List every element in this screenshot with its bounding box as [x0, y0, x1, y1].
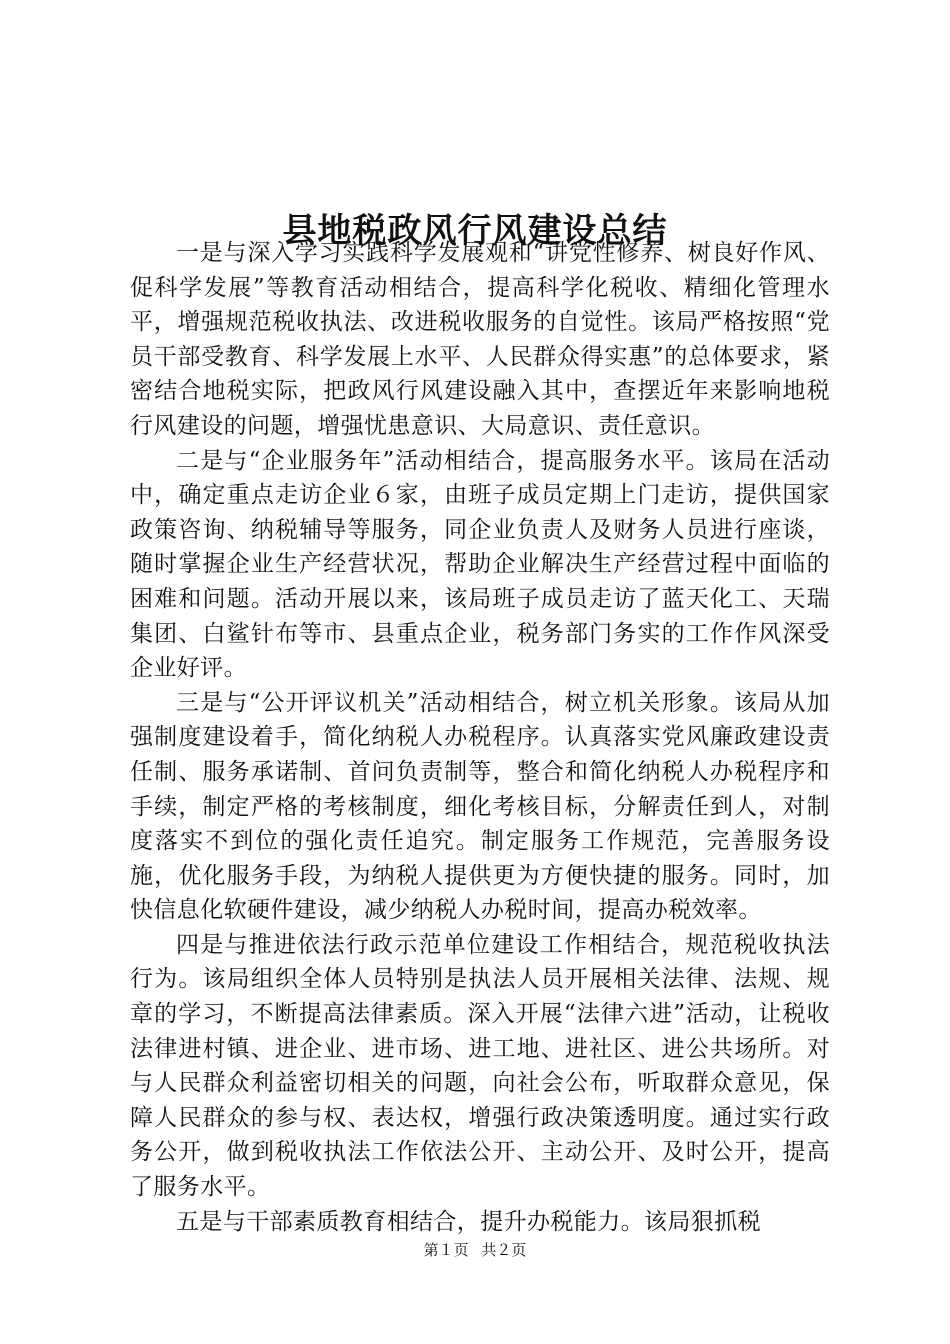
paragraph-1: 一是与深入学习实践科学发展观和“讲党性修养、树良好作风、促科学发展”等教育活动相结合，提高科学化税收、精细化管理水平，增强规范税收执法、改进税收服务的自觉性。该局严格按照“党员干部受教育、科学发展上水平、人民群众得实惠”的总体要求，紧密结合地税实际，把政风行风建设融入其中，查摆近年来影响地税行风建设的问题，增强忧患意识、大局意识、责任意识。: [130, 240, 830, 439]
paragraph-4: 四是与推进依法行政示范单位建设工作相结合，规范税收执法行为。该局组织全体人员特别是执法人员开展相关法律、法规、规章的学习，不断提高法律素质。深入开展“法律六进”活动，让税收法律进村镇、进企业、进市场、进工地、进社区、进公共场所。对与人民群众利益密切相关的问题，向社会公布，听取群众意见，保障人民群众的参与权、表达权，增强行政决策透明度。通过实行政务公开，做到税收执法工作依法公开、主动公开、及时公开，提高了服务水平。: [130, 931, 830, 1201]
paragraph-2: 二是与“企业服务年”活动相结合，提高服务水平。该局在活动中，确定重点走访企业６家，由班子成员定期上门走访，提供国家政策咨询、纳税辅导等服务，同企业负责人及财务人员进行座谈，随时掌握企业生产经营状况，帮助企业解决生产经营过程中面临的困难和问题。活动开展以来，该局班子成员走访了蓝天化工、天瑞集团、白鲨针布等市、县重点企业，税务部门务实的工作作风深受企业好评。: [130, 447, 830, 682]
page-total: 共２页: [481, 1241, 527, 1259]
paragraph-5: 五是与干部素质教育相结合，提升办税能力。该局狠抓税: [176, 1208, 761, 1235]
paragraph-3: 三是与“公开评议机关”活动相结合，树立机关形象。该局从加强制度建设着手，简化纳税人办税程序。认真落实党风廉政建设责任制、服务承诺制、首问负责制等，整合和简化纳税人办税程序和手续，制定严格的考核制度，细化考核目标，分解责任到人，对制度落实不到位的强化责任追究。制定服务工作规范，完善服务设施，优化服务手段，为纳税人提供更为方便快捷的服务。同时，加快信息化软硬件建设，减少纳税人办税时间，提高办税效率。: [130, 689, 830, 924]
document-body: [130, 236, 830, 1239]
document-title: 县地税政风行风建设总结: [282, 210, 668, 251]
page-footer: [0, 1240, 950, 1260]
page-number: 第１页: [423, 1241, 469, 1259]
